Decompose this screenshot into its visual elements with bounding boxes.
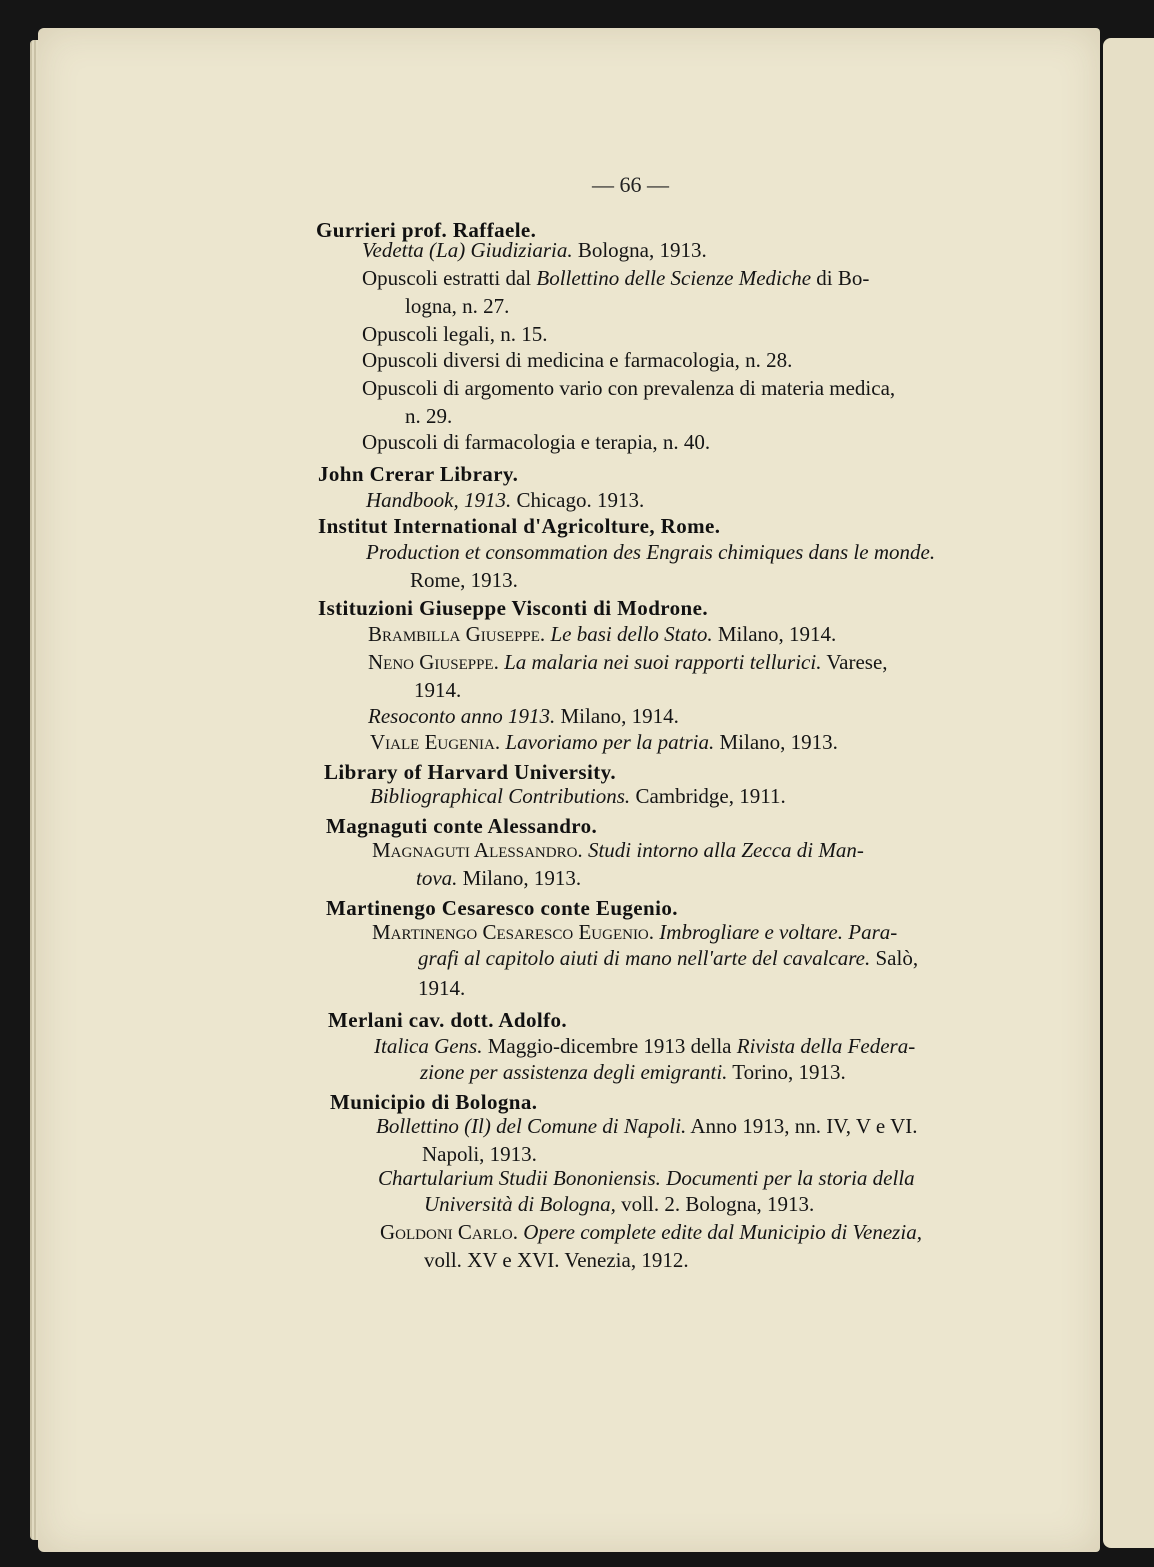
- author-text: Goldoni Carlo.: [380, 1220, 518, 1244]
- imprint-text: Milano, 1914.: [717, 622, 837, 646]
- entry-line: Opuscoli diversi di medicina e farmacologia, n. 28.: [362, 348, 793, 372]
- entry-heading: Gurrieri prof. Raffaele.: [316, 218, 537, 242]
- imprint-text: voll. 2. Bologna, 1913.: [621, 1192, 815, 1216]
- title-text: zione per assistenza degli emigranti.: [420, 1060, 728, 1084]
- entry-line: [370, 730, 838, 755]
- entry-line: [368, 704, 679, 729]
- title-text: Bibliographical Contributions.: [370, 784, 631, 808]
- entry-line: [372, 920, 897, 945]
- entry-line: voll. XV e XVI. Venezia, 1912.: [424, 1248, 689, 1272]
- entry-heading: Magnaguti conte Alessandro.: [326, 814, 598, 838]
- title-text: Production et consommation des Engrais chimiques dans le monde.: [366, 540, 936, 564]
- entry-line: [374, 1034, 915, 1059]
- page-number: — 66 —: [592, 172, 669, 197]
- entry-line: [362, 238, 707, 263]
- imprint-text: Varese,: [826, 650, 888, 674]
- author-text: Magnaguti Alessandro.: [372, 838, 583, 862]
- title-text: Vedetta (La) Giudiziaria.: [362, 238, 573, 262]
- imprint-text: Anno 1913, nn. IV, V e VI.: [690, 1114, 918, 1138]
- title-text: Bollettino (Il) del Comune di Napoli.: [376, 1114, 687, 1138]
- entry-line: [370, 784, 786, 809]
- entry-line: [416, 866, 581, 891]
- entry-line: Napoli, 1913.: [422, 1142, 537, 1166]
- imprint-text: Salò,: [875, 946, 919, 970]
- title-text: Opere complete edite dal Municipio di Venezia,: [523, 1220, 922, 1244]
- author-text: Brambilla Giuseppe.: [368, 622, 546, 646]
- entry-heading: Merlani cav. dott. Adolfo.: [328, 1008, 568, 1032]
- entry-line: [418, 946, 918, 971]
- entry-heading: Martinengo Cesaresco conte Eugenio.: [326, 896, 678, 920]
- imprint-text: di Bo-: [816, 266, 870, 290]
- entry-line: Opuscoli di farmacologia e terapia, n. 40.: [362, 430, 711, 454]
- entry-line: [362, 266, 869, 291]
- entry-line: [368, 622, 836, 647]
- title-text: Rivista della Federa-: [736, 1034, 916, 1058]
- author-text: Viale Eugenia.: [370, 730, 501, 754]
- entry-line: [368, 650, 888, 675]
- entry-line: [380, 1220, 922, 1245]
- entry-line: 1914.: [418, 976, 466, 1000]
- title-text: Italica Gens.: [374, 1034, 483, 1058]
- imprint-text: Milano, 1914.: [560, 704, 679, 728]
- entry-line: n. 29.: [405, 404, 453, 428]
- prefix-text: Opuscoli estratti dal: [362, 266, 532, 290]
- entry-heading: Institut International d'Agricolture, Rome.: [318, 514, 721, 538]
- title-text: Chartularium Studii Bononiensis. Documenti per la storia della: [378, 1166, 915, 1190]
- imprint-text: Milano, 1913.: [462, 866, 582, 890]
- title-text: Handbook, 1913.: [366, 488, 512, 512]
- title-text: Lavoriamo per la patria.: [505, 730, 715, 754]
- entry-line: Opuscoli legali, n. 15.: [362, 322, 548, 346]
- title-text: Studi intorno alla Zecca di Man-: [587, 838, 864, 862]
- entry-heading: Municipio di Bologna.: [330, 1090, 538, 1114]
- imprint-text: Torino, 1913.: [732, 1060, 846, 1084]
- imprint-text: Maggio-dicembre 1913 della: [487, 1034, 732, 1058]
- entry-heading: John Crerar Library.: [318, 462, 519, 486]
- title-text: Bollettino delle Scienze Mediche: [536, 266, 812, 290]
- title-text: Università di Bologna,: [424, 1192, 616, 1216]
- entry-line: Rome, 1913.: [410, 568, 518, 592]
- author-text: Martinengo Cesaresco Eugenio.: [372, 920, 655, 944]
- entry-line: 1914.: [414, 678, 462, 702]
- title-text: Resoconto anno 1913.: [368, 704, 556, 728]
- title-text: tova.: [416, 866, 458, 890]
- imprint-text: Milano, 1913.: [719, 730, 838, 754]
- title-text: Imbrogliare e voltare. Para-: [659, 920, 898, 944]
- entry-heading: Library of Harvard University.: [324, 760, 616, 784]
- imprint-text: Cambridge, 1911.: [635, 784, 786, 808]
- entry-line: [366, 488, 644, 513]
- title-text: Le basi dello Stato.: [550, 622, 713, 646]
- imprint-text: Bologna, 1913.: [577, 238, 707, 262]
- entry-line: [424, 1192, 814, 1217]
- imprint-text: Chicago. 1913.: [516, 488, 645, 512]
- entry-line: [376, 1114, 918, 1139]
- entry-heading: Istituzioni Giuseppe Visconti di Modrone.: [318, 596, 708, 620]
- entry-line: Opuscoli di argomento vario con prevalenza di materia medica,: [362, 376, 896, 400]
- entry-line: [372, 838, 864, 863]
- author-text: Neno Giuseppe.: [368, 650, 499, 674]
- entry-line: [420, 1060, 846, 1085]
- title-text: La malaria nei suoi rapporti tellurici.: [504, 650, 822, 674]
- title-text: grafi al capitolo aiuti di mano nell'arte del cavalcare.: [418, 946, 871, 970]
- entry-line: [366, 540, 935, 565]
- entry-line: [378, 1166, 915, 1191]
- entry-line: logna, n. 27.: [405, 294, 510, 318]
